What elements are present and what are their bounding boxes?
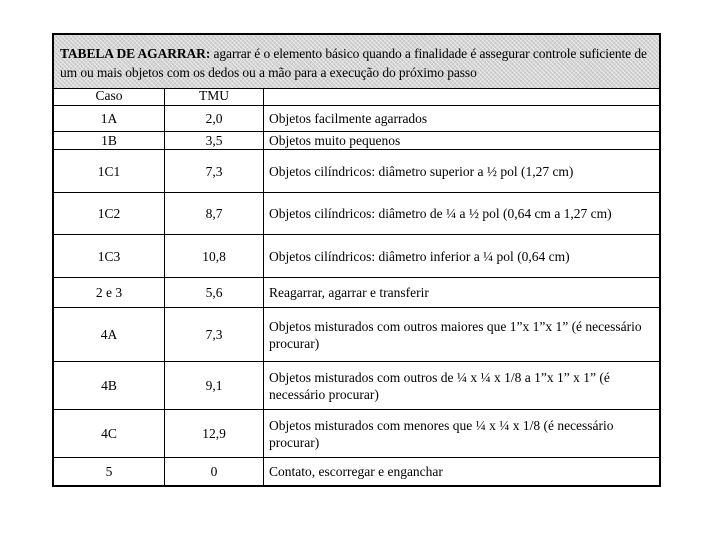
table-row [54,193,659,235]
table-title-bold: TABELA DE AGARRAR: [60,46,211,61]
cell-caso: 4B [54,362,165,409]
table-row [54,278,659,308]
table-title-text: agarrar é o elemento básico quando a finalidade é assegurar controle suficiente de um ou mais objetos com os dedos ou a mão para a execução do próximo passo [60,46,647,80]
cell-tmu: 8,7 [165,193,264,234]
cell-caso: 1A [54,106,165,131]
cell-description: Contato, escorregar e enganchar [269,464,443,479]
cell-caso: 1C1 [54,150,165,192]
column-header-caso: Caso [54,89,165,105]
cell-tmu: 9,1 [165,362,264,409]
cell-caso: 4A [54,308,165,361]
cell-description: Objetos misturados com menores que ¼ x ¼ x 1/8 (é necessário procurar) [269,417,614,450]
cell-tmu: 0 [165,458,264,485]
column-header-tmu: TMU [165,89,264,105]
cell-tmu: 3,5 [165,132,264,149]
cell-description: Reagarrar, agarrar e transferir [269,285,429,300]
cell-caso: 5 [54,458,165,485]
cell-caso: 4C [54,410,165,457]
table-row [54,362,659,410]
grasp-table [52,33,661,487]
cell-caso: 1B [54,132,165,149]
cell-caso: 2 e 3 [54,278,165,307]
table-row [54,308,659,362]
cell-description: Objetos misturados com outros maiores que 1”x 1”x 1” (é necessário procurar) [269,318,642,351]
cell-tmu: 10,8 [165,235,264,277]
cell-description: Objetos cilíndricos: diâmetro superior a ½ pol (1,27 cm) [269,163,574,179]
table-row [54,132,659,150]
cell-tmu: 7,3 [165,308,264,361]
cell-caso: 1C2 [54,193,165,234]
cell-description: Objetos cilíndricos: diâmetro de ¼ a ½ pol (0,64 cm a 1,27 cm) [269,206,612,221]
cell-description: Objetos muito pequenos [269,133,401,148]
cell-tmu: 2,0 [165,106,264,131]
cell-tmu: 5,6 [165,278,264,307]
cell-tmu: 12,9 [165,410,264,457]
header-row [54,89,659,106]
cell-description: Objetos facilmente agarrados [269,111,428,126]
table-row [54,458,659,485]
cell-description: Objetos misturados com outros de ¼ x ¼ x 1/8 a 1”x 1” x 1” (é necessário procurar) [269,369,610,402]
table-title [54,35,659,89]
table-row [54,410,659,458]
cell-caso: 1C3 [54,235,165,277]
cell-description: Objetos cilíndricos: diâmetro inferior a ¼ pol (0,64 cm) [269,248,570,264]
table-row [54,106,659,132]
table-row [54,235,659,278]
column-header-description [264,89,659,105]
cell-tmu: 7,3 [165,150,264,192]
table-row [54,150,659,193]
